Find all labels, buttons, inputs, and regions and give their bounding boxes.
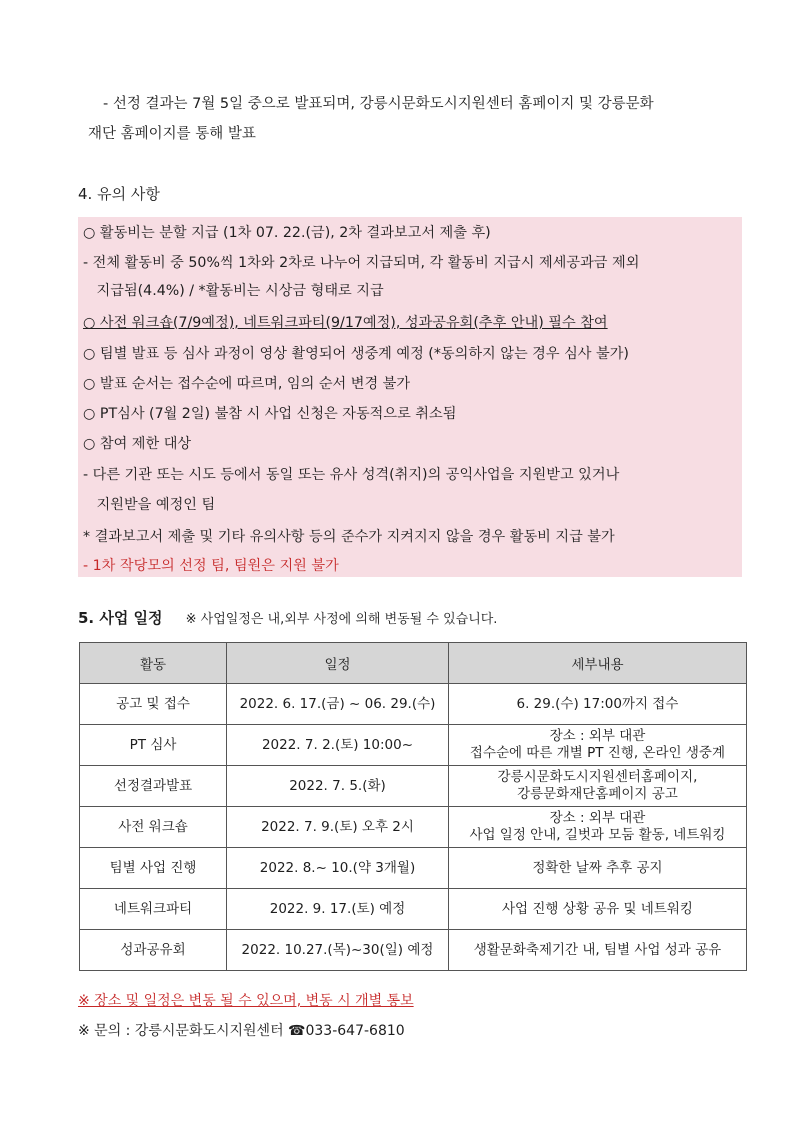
table-row bbox=[80, 725, 747, 766]
table-header-row bbox=[80, 643, 747, 684]
contact-info: ※ 문의 : 강릉시문화도시지원센터 ☎033-647-6810 bbox=[78, 1023, 405, 1039]
notice-line: ○ 발표 순서는 접수순에 따르며, 임의 순서 변경 불가 bbox=[83, 376, 411, 392]
table-row bbox=[80, 684, 747, 725]
detail-line: 6. 29.(수) 17:00까지 접수 bbox=[516, 695, 679, 712]
cell-date: 2022. 6. 17.(금) ~ 06. 29.(수) bbox=[227, 684, 449, 725]
cell-detail bbox=[448, 807, 746, 848]
notice-line: 지원받을 예정인 팀 bbox=[83, 497, 216, 513]
table-row bbox=[80, 766, 747, 807]
detail-line: 장소 : 외부 대관 bbox=[549, 728, 646, 744]
cell-detail bbox=[448, 766, 746, 807]
table-row bbox=[80, 889, 747, 930]
cell-detail bbox=[448, 684, 746, 725]
notice-line: ○ 팀별 발표 등 심사 과정이 영상 촬영되어 생중계 예정 (*동의하지 않는 경우 심사 불가) bbox=[83, 346, 629, 362]
notice-line-restricted: - 1차 작당모의 선정 팀, 팀원은 지원 불가 bbox=[83, 558, 339, 574]
table-row bbox=[80, 807, 747, 848]
notice-line: ○ 활동비는 분할 지급 (1차 07. 22.(금), 2차 결과보고서 제출 후) bbox=[83, 225, 491, 241]
cell-activity: 네트워크파티 bbox=[80, 889, 227, 930]
notice-line: ○ 참여 제한 대상 bbox=[83, 436, 192, 452]
cell-detail bbox=[448, 889, 746, 930]
cell-detail bbox=[448, 930, 746, 971]
schedule-change-warning: ※ 장소 및 일정은 변동 될 수 있으며, 변동 시 개별 통보 bbox=[78, 993, 414, 1009]
notice-line: - 다른 기관 또는 시도 등에서 동일 또는 유사 성격(취지)의 공익사업을 지원받고 있거나 bbox=[83, 467, 620, 483]
intro-line-1: - 선정 결과는 7월 5일 중으로 발표되며, 강릉시문화도시지원센터 홈페이지 및 강릉문화 bbox=[103, 96, 654, 112]
cell-activity: 선정결과발표 bbox=[80, 766, 227, 807]
notice-line: 지급됨(4.4%) / *활동비는 시상금 형태로 지급 bbox=[83, 283, 384, 299]
detail-line: 강릉문화재단홈페이지 공고 bbox=[517, 786, 678, 802]
notice-line: - 전체 활동비 중 50%씩 1차와 2차로 나누어 지급되며, 각 활동비 지급시 제세공과금 제외 bbox=[83, 255, 640, 271]
cell-activity: 팀별 사업 진행 bbox=[80, 848, 227, 889]
cell-activity: 공고 및 접수 bbox=[80, 684, 227, 725]
table-row bbox=[80, 930, 747, 971]
detail-line: 강릉시문화도시지원센터홈페이지, bbox=[497, 769, 698, 785]
cell-date: 2022. 7. 9.(토) 오후 2시 bbox=[227, 807, 449, 848]
cell-activity: PT 심사 bbox=[80, 725, 227, 766]
cell-date: 2022. 9. 17.(토) 예정 bbox=[227, 889, 449, 930]
notice-line: ○ 사전 워크숍(7/9예정), 네트워크파티(9/17예정), 성과공유회(추후 안내) 필수 참여 bbox=[83, 315, 608, 331]
intro-line-2: 재단 홈페이지를 통해 발표 bbox=[88, 126, 256, 142]
cell-detail bbox=[448, 725, 746, 766]
table-row bbox=[80, 848, 747, 889]
schedule-table bbox=[79, 642, 747, 971]
cell-date: 2022. 8.~ 10.(약 3개월) bbox=[227, 848, 449, 889]
section-5-title: 5. 사업 일정 bbox=[78, 609, 163, 627]
cell-date: 2022. 7. 5.(화) bbox=[227, 766, 449, 807]
detail-line: 장소 : 외부 대관 bbox=[549, 810, 646, 826]
cell-activity: 사전 워크숍 bbox=[80, 807, 227, 848]
section-4-title: 4. 유의 사항 bbox=[78, 185, 160, 203]
cell-date: 2022. 10.27.(목)~30(일) 예정 bbox=[227, 930, 449, 971]
detail-line: 접수순에 따른 개별 PT 진행, 온라인 생중계 bbox=[469, 745, 725, 761]
detail-line: 사업 일정 안내, 길벗과 모둠 활동, 네트워킹 bbox=[469, 827, 726, 843]
cell-activity: 성과공유회 bbox=[80, 930, 227, 971]
detail-line: 생활문화축제기간 내, 팀별 사업 성과 공유 bbox=[473, 941, 722, 958]
section-5-heading bbox=[78, 607, 497, 628]
column-header-detail: 세부내용 bbox=[448, 643, 746, 684]
notice-line: ○ PT심사 (7월 2일) 불참 시 사업 신청은 자동적으로 취소됨 bbox=[83, 406, 457, 422]
notice-line: * 결과보고서 제출 및 기타 유의사항 등의 준수가 지켜지지 않을 경우 활동비 지급 불가 bbox=[83, 529, 615, 545]
column-header-activity: 활동 bbox=[80, 643, 227, 684]
detail-line: 사업 진행 상황 공유 및 네트워킹 bbox=[501, 900, 693, 917]
detail-line: 정확한 날짜 추후 공지 bbox=[532, 859, 663, 876]
schedule-note: ※ 사업일정은 내,외부 사정에 의해 변동될 수 있습니다. bbox=[185, 612, 498, 627]
cell-date: 2022. 7. 2.(토) 10:00~ bbox=[227, 725, 449, 766]
cell-detail bbox=[448, 848, 746, 889]
column-header-date: 일정 bbox=[227, 643, 449, 684]
